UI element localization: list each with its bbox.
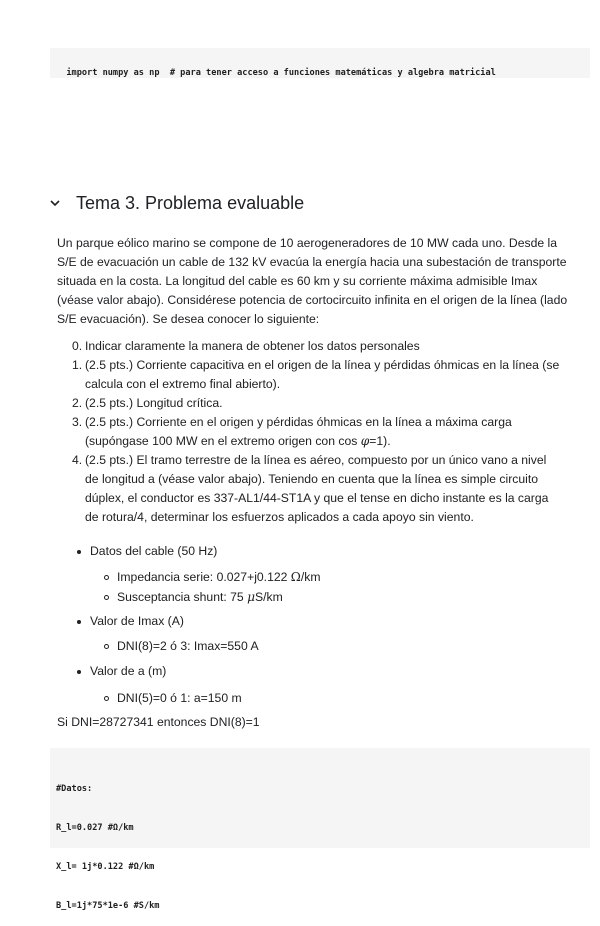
- text-part: Impedancia serie: 0.027+j0.122: [117, 570, 291, 584]
- bullet-a-value: [104, 689, 242, 708]
- bullet-circle-icon: [104, 644, 109, 649]
- bullet-text: DNI(5)=0 ó 1: a=150 m: [117, 691, 242, 705]
- bullet-text: Valor de Imax (A): [90, 614, 184, 628]
- text-part: /km: [300, 570, 321, 584]
- chevron-down-icon[interactable]: [50, 194, 76, 214]
- code-cell-imports[interactable]: [50, 48, 590, 78]
- bullet-circle-icon: [104, 696, 109, 701]
- phi-symbol: φ: [360, 434, 370, 448]
- bullet-susceptance: [104, 588, 283, 607]
- ohm-symbol: Ω: [290, 570, 301, 584]
- code-line: import numpy as np # para tener acceso a funciones matemáticas y algebra matricial: [66, 68, 496, 78]
- list-number: 1.: [72, 358, 83, 372]
- list-text: (2.5 pts.) Longitud crítica.: [85, 396, 223, 410]
- bullet-dot-icon: [77, 670, 81, 674]
- list-text: (2.5 pts.) El tramo terrestre de la línea es aéreo, compuesto por un único vano a nivel de longitud a (véase valor abajo). Teniendo en cuenta que la línea es simple circuito dúplex, el conductor es 337-AL1/44-ST1A y que el tense en dicho instante es la carga de rotura/4, determinar los esfuerzos aplicados a cada apoyo sin viento.: [85, 453, 549, 524]
- intro-paragraph: Un parque eólico marino se compone de 10 aerogeneradores de 10 MW cada uno. Desde la S/E de evacuación un cable de 132 kV evacúa la energía hacia una subestación de transporte situada en la costa. La longitud del cable es 60 km y su corriente máxima admisible Imax (véase valor abajo). Considérese potencia de cortocircuito infinita en el origen de la línea (lado S/E evacuación). Se desea conocer lo siguiente:: [57, 236, 568, 326]
- list-text-part: (2.5 pts.) Corriente en el origen y pérdidas óhmicas en la línea a máxima carga (supóngase 100 MW en el extremo origen con cos: [85, 415, 512, 448]
- list-text: [85, 413, 562, 451]
- code-cell-data[interactable]: [50, 748, 590, 911]
- code-line: X_l= 1j*0.122 #Ω/km: [56, 862, 155, 872]
- bullet-circle-icon: [104, 595, 109, 600]
- mu-symbol: μ: [247, 590, 256, 604]
- code-line: #Datos:: [56, 784, 93, 794]
- list-item: [72, 394, 562, 413]
- bullet-a: [77, 662, 166, 681]
- list-item: [72, 356, 562, 394]
- bullet-circle-icon: [104, 575, 109, 580]
- list-number: 3.: [72, 415, 83, 429]
- text-part: Susceptancia shunt: 75: [117, 590, 248, 604]
- section-heading: [50, 193, 304, 214]
- list-text: (2.5 pts.) Corriente capacitiva en el origen de la línea y pérdidas óhmicas en la línea (se calcula con el extremo final abierto).: [85, 358, 560, 391]
- bullet-text: Valor de a (m): [90, 664, 167, 678]
- code-line: B_l=1j*75*1e-6 #S/km: [56, 901, 160, 911]
- bullet-text: [117, 588, 283, 607]
- bullet-text: DNI(8)=2 ó 3: Imax=550 A: [117, 639, 259, 653]
- list-item: [72, 413, 562, 451]
- bullet-dot-icon: [77, 550, 81, 554]
- list-text-part: =1).: [369, 434, 391, 448]
- list-number: 2.: [72, 396, 83, 410]
- list-item: [72, 337, 562, 356]
- dni-note: Si DNI=28727341 entonces DNI(8)=1: [57, 715, 260, 729]
- list-number: 0.: [72, 339, 83, 353]
- task-list: [72, 337, 562, 527]
- code-line: R_l=0.027 #Ω/km: [56, 823, 134, 833]
- bullet-dot-icon: [77, 620, 81, 624]
- text-part: S/km: [255, 590, 283, 604]
- bullet-impedance: [104, 568, 321, 587]
- list-number: 4.: [72, 453, 83, 467]
- list-item: [72, 451, 562, 527]
- bullet-cable: [77, 542, 217, 561]
- section-title: Tema 3. Problema evaluable: [76, 193, 305, 213]
- bullet-imax: [77, 612, 184, 631]
- list-text: Indicar claramente la manera de obtener los datos personales: [85, 339, 420, 353]
- bullet-imax-value: [104, 637, 259, 656]
- bullet-text: Datos del cable (50 Hz): [90, 544, 218, 558]
- bullet-text: [117, 568, 321, 587]
